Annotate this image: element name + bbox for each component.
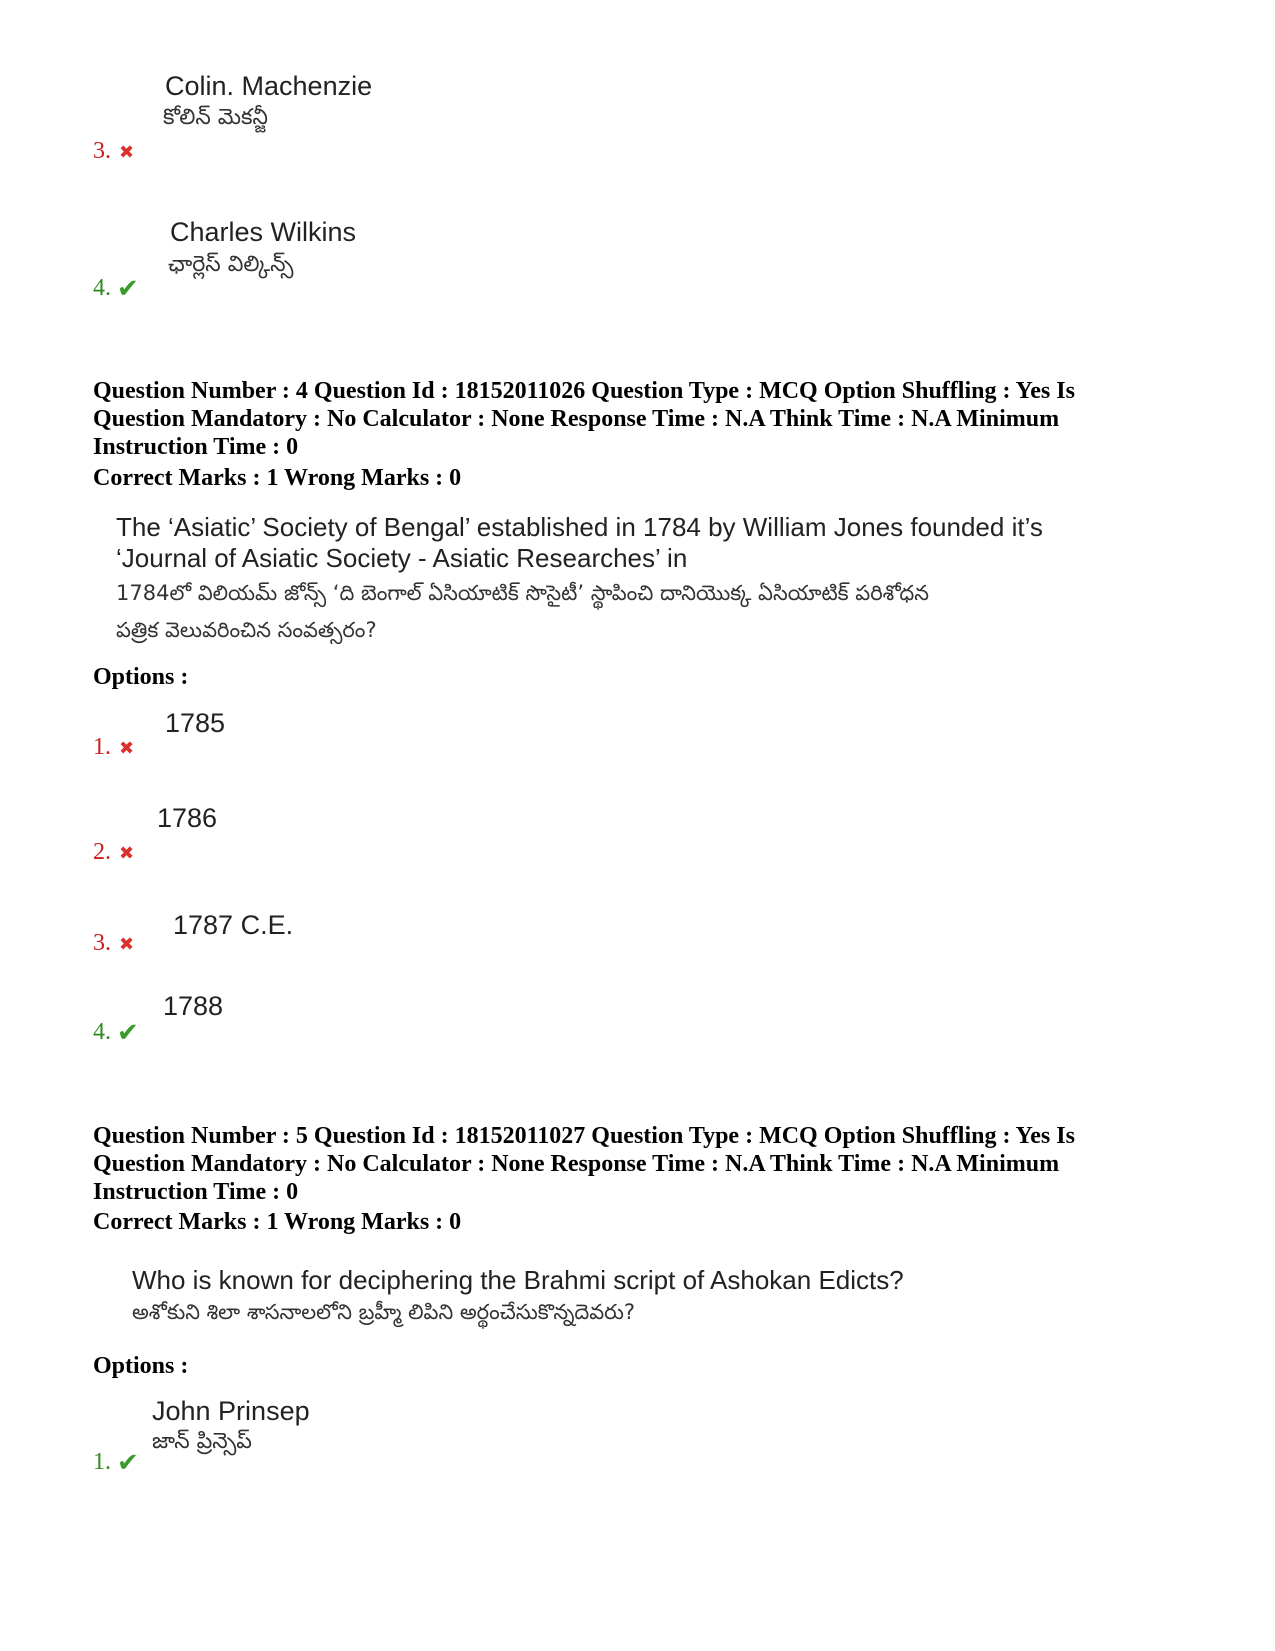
cross-mark-icon: ✖ — [119, 934, 135, 955]
q5-option-1-number — [93, 1448, 139, 1477]
q5-option-1-text-te: జాన్ ప్రిన్సెప్ — [152, 1429, 252, 1454]
question-5-marks: Correct Marks : 1 Wrong Marks : 0 — [93, 1209, 462, 1235]
option-4-text-te: ఛార్లెస్ విల్కిన్స్ — [168, 252, 294, 277]
question-meta-line: Instruction Time : 0 — [93, 434, 299, 460]
option-4-number — [93, 274, 139, 303]
q4-option-3-text: 1787 C.E. — [173, 910, 294, 940]
q4-option-2-text: 1786 — [157, 803, 218, 833]
check-mark-icon: ✔ — [117, 274, 139, 304]
cross-mark-icon: ✖ — [119, 738, 135, 759]
question-meta-line: Question Mandatory : No Calculator : None Response Time : N.A Think Time : N.A Minimum — [93, 1151, 1060, 1177]
question-5-text-en: Who is known for deciphering the Brahmi script of Ashokan Edicts? — [132, 1265, 904, 1295]
options-label: Options : — [93, 1353, 189, 1379]
cross-mark-icon: ✖ — [119, 142, 135, 163]
option-number-label: 4. — [93, 1019, 111, 1045]
option-3-text-te: కోలిన్ మెకన్జీ — [163, 105, 268, 130]
question-4-meta — [93, 377, 1193, 461]
check-mark-icon: ✔ — [117, 1018, 139, 1048]
option-number-label: 3. — [93, 138, 111, 164]
option-number-label: 4. — [93, 275, 111, 301]
q4-option-3-number — [93, 929, 134, 959]
question-5-meta — [93, 1122, 1193, 1206]
option-3-text-en: Colin. Machenzie — [165, 71, 373, 101]
q4-option-2-number — [93, 838, 134, 868]
q5-option-1-text-en: John Prinsep — [152, 1396, 310, 1426]
q4-option-1-text: 1785 — [165, 708, 226, 738]
q4-option-4-text: 1788 — [163, 991, 224, 1021]
question-4-text-en-line1: The ‘Asiatic’ Society of Bengal’ established in 1784 by William Jones founded it’s — [116, 512, 1043, 542]
cross-mark-icon: ✖ — [119, 843, 135, 864]
question-5-text-te: అశోకుని శిలా శాసనాలలోని బ్రహ్మీ లిపిని అర్థంచేసుకొన్నదెవరు? — [132, 1300, 636, 1324]
q4-option-4-number — [93, 1018, 139, 1047]
option-4-text-en: Charles Wilkins — [170, 217, 357, 247]
question-4-text-te-line2: పత్రిక వెలువరించిన సంవత్సరం? — [116, 618, 377, 642]
question-meta-line: Question Number : 4 Question Id : 18152011026 Question Type : MCQ Option Shuffling : Yes Is — [93, 378, 1075, 404]
question-meta-line: Question Number : 5 Question Id : 18152011027 Question Type : MCQ Option Shuffling : Yes Is — [93, 1123, 1075, 1149]
options-label: Options : — [93, 664, 189, 690]
q4-option-1-number — [93, 733, 134, 763]
question-meta-line: Question Mandatory : No Calculator : None Response Time : N.A Think Time : N.A Minimum — [93, 406, 1060, 432]
option-3-number — [93, 137, 134, 167]
question-4-marks: Correct Marks : 1 Wrong Marks : 0 — [93, 465, 462, 491]
option-number-label: 1. — [93, 734, 111, 760]
question-4-text-en-line2: ‘Journal of Asiatic Society - Asiatic Researches’ in — [116, 543, 688, 573]
question-4-text-te-line1: 1784లో విలియమ్ జోన్స్ ‘ది బెంగాల్ ఏసియాటిక్ సొసైటీ’ స్థాపించి దానియొక్క ఏసియాటిక్ పరిశోధన — [116, 581, 929, 605]
question-meta-line: Instruction Time : 0 — [93, 1179, 299, 1205]
option-number-label: 1. — [93, 1449, 111, 1475]
option-number-label: 3. — [93, 930, 111, 956]
check-mark-icon: ✔ — [117, 1448, 139, 1478]
option-number-label: 2. — [93, 839, 111, 865]
